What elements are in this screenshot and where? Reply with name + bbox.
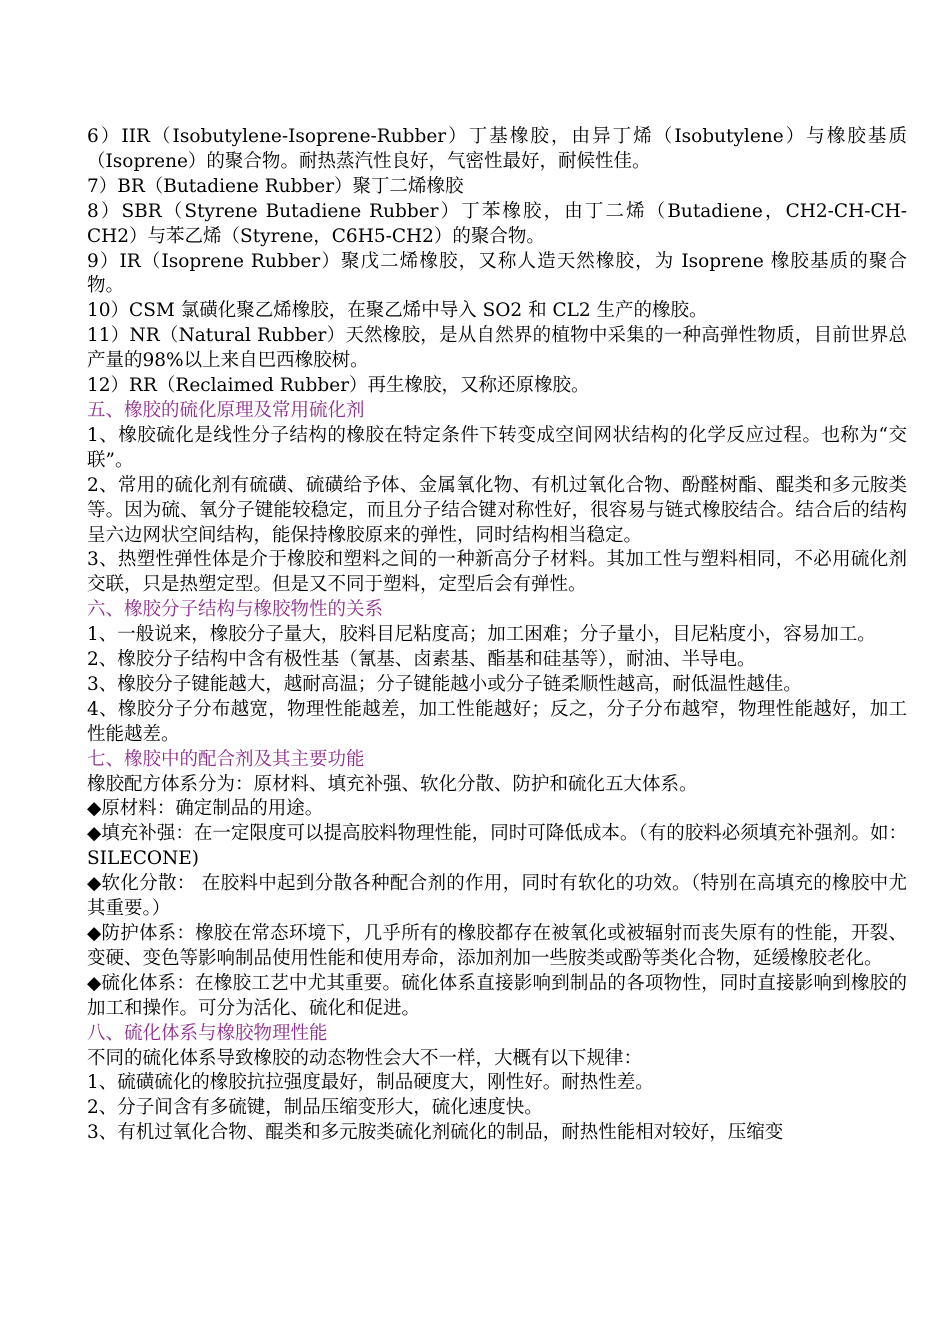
bullet-softener: ◆软化分散： 在胶料中起到分散各种配合剂的作用，同时有软化的功效。（特别在高填充的橡胶中尤其重要。） xyxy=(87,873,907,920)
paragraph-curing-intro: 不同的硫化体系导致橡胶的动态物性会大不一样，大概有以下规律： xyxy=(87,1047,643,1069)
section-heading-6: 六、橡胶分子结构与橡胶物性的关系 xyxy=(87,599,384,621)
bullet-raw-material: ◆原材料：确定制品的用途。 xyxy=(87,798,324,820)
section-heading-5: 五、橡胶的硫化原理及常用硫化剂 xyxy=(87,399,365,421)
paragraph-curing-3: 3、有机过氧化合物、醌类和多元胺类硫化剂硫化的制品，耐热性能相对较好，压缩变 xyxy=(87,1122,784,1144)
paragraph-vulcanization-2: 2、常用的硫化剂有硫磺、硫磺给予体、金属氧化物、有机过氧化合物、酚醛树酯、醌类和多元胺类等。因为硫、氧分子键能较稳定，而且分子结合键对称性好，很容易与链式橡胶结合。结合后的结构呈六边网状空间结构，能保持橡胶原来的弹性，同时结构相当稳定。 xyxy=(87,474,907,546)
document-page xyxy=(87,125,907,1146)
paragraph-rr: 12）RR（Reclaimed Rubber）再生橡胶，又称还原橡胶。 xyxy=(87,375,590,397)
paragraph-structure-3: 3、橡胶分子键能越大，越耐高温；分子键能越小或分子链柔顺性越高，耐低温性越佳。 xyxy=(87,673,802,695)
bullet-filler: ◆填充补强：在一定限度可以提高胶料物理性能，同时可降低成本。（有的胶料必须填充补强剂。如：SILECONE) xyxy=(87,823,907,870)
section-heading-8: 八、硫化体系与橡胶物理性能 xyxy=(87,1022,328,1044)
paragraph-structure-1: 1、一般说来，橡胶分子量大，胶料目尼粘度高；加工困难；分子量小，目尼粘度小，容易加工。 xyxy=(87,624,876,646)
paragraph-formula-intro: 橡胶配方体系分为：原材料、填充补强、软化分散、防护和硫化五大体系。 xyxy=(87,773,698,795)
paragraph-csm: 10）CSM 氯磺化聚乙烯橡胶，在聚乙烯中导入 SO2 和 CL2 生产的橡胶。 xyxy=(87,300,708,322)
bullet-curing: ◆硫化体系：在橡胶工艺中尤其重要。硫化体系直接影响到制品的各项物性，同时直接影响到橡胶的加工和操作。可分为活化、硫化和促进。 xyxy=(87,972,907,1019)
paragraph-sbr: 8）SBR（Styrene Butadiene Rubber）丁苯橡胶，由丁二烯（Butadiene，CH2-CH-CH-CH2）与苯乙烯（Styrene，C6H5-CH2）的聚合物。 xyxy=(87,200,907,247)
paragraph-curing-1: 1、硫磺硫化的橡胶抗拉强度最好，制品硬度大，刚性好。耐热性差。 xyxy=(87,1072,654,1094)
paragraph-vulcanization-3: 3、热塑性弹性体是介于橡胶和塑料之间的一种新高分子材料。其加工性与塑料相同，不必用硫化剂交联，只是热塑定型。但是又不同于塑料，定型后会有弹性。 xyxy=(87,549,907,596)
paragraph-structure-2: 2、橡胶分子结构中含有极性基（氰基、卤素基、酯基和硅基等），耐油、半导电。 xyxy=(87,649,756,671)
paragraph-vulcanization-1: 1、橡胶硫化是线性分子结构的橡胶在特定条件下转变成空间网状结构的化学反应过程。也称为“交联”。 xyxy=(87,424,907,471)
paragraph-iir: 6）IIR（Isobutylene-Isoprene-Rubber）丁基橡胶，由异丁烯（Isobutylene）与橡胶基质（Isoprene）的聚合物。耐热蒸汽性良好，气密性最好，耐候性佳。 xyxy=(87,126,907,172)
paragraph-nr: 11）NR（Natural Rubber）天然橡胶，是从自然界的植物中采集的一种高弹性物质，目前世界总产量的98%以上来自巴西橡胶树。 xyxy=(87,325,907,372)
bullet-protection: ◆防护体系：橡胶在常态环境下，几乎所有的橡胶都存在被氧化或被辐射而丧失原有的性能，开裂、变硬、变色等影响制品使用性能和使用寿命，添加剂加一些胺类或酚等类化合物，延缓橡胶老化。 xyxy=(87,923,907,969)
paragraph-ir: 9）IR（Isoprene Rubber）聚戊二烯橡胶，又称人造天然橡胶，为 Isoprene 橡胶基质的聚合物。 xyxy=(87,250,907,297)
section-heading-7: 七、橡胶中的配合剂及其主要功能 xyxy=(87,748,365,770)
paragraph-structure-4: 4、橡胶分子分布越宽，物理性能越差，加工性能越好；反之，分子分布越窄，物理性能越好，加工性能越差。 xyxy=(87,698,907,745)
paragraph-curing-2: 2、分子间含有多硫键，制品压缩变形大，硫化速度快。 xyxy=(87,1097,543,1119)
paragraph-br: 7）BR（Butadiene Rubber）聚丁二烯橡胶 xyxy=(87,175,464,197)
